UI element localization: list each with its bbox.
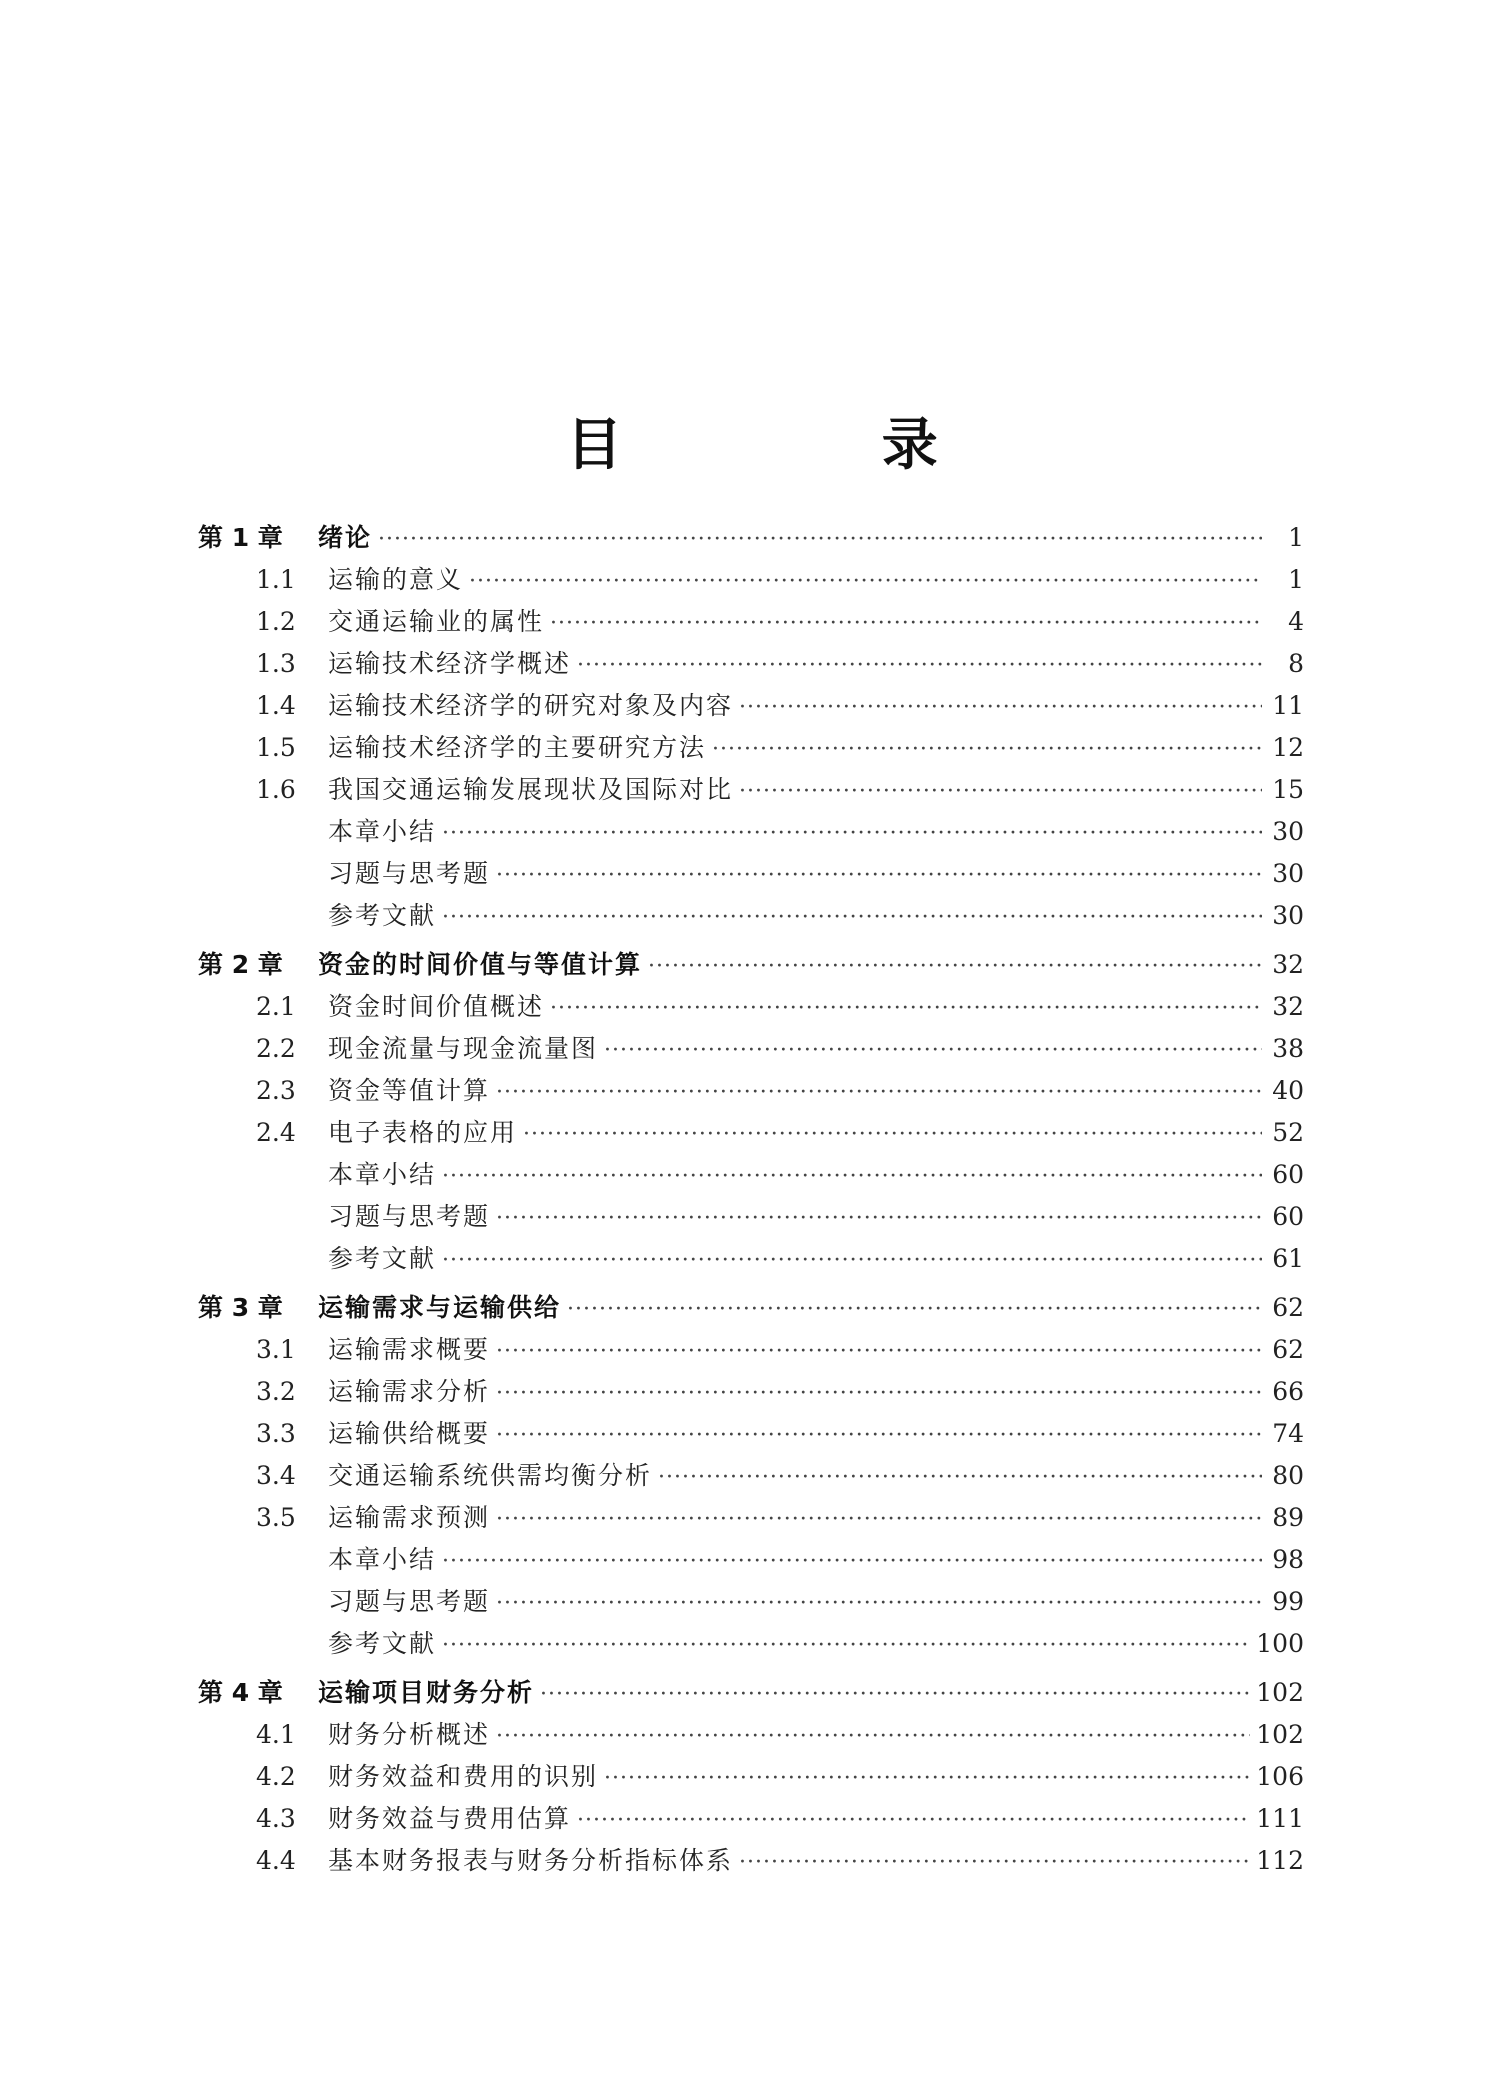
toc-page-number: 112	[1256, 1846, 1304, 1875]
page-title: 目 录	[566, 413, 1058, 478]
table-of-contents	[198, 525, 1304, 1890]
toc-page-number: 38	[1272, 1034, 1304, 1063]
toc-leader-dots	[496, 1425, 1262, 1447]
toc-entry-number: 3.1	[256, 1335, 296, 1364]
toc-section-row[interactable]	[198, 819, 1304, 861]
toc-section-row[interactable]	[198, 1379, 1304, 1421]
toc-section-row[interactable]	[198, 1120, 1304, 1162]
toc-leader-dots	[442, 1551, 1262, 1573]
toc-leader-dots	[540, 1684, 1250, 1706]
toc-entry-number: 4.2	[256, 1762, 296, 1791]
toc-page-number: 15	[1272, 775, 1304, 804]
toc-section-row[interactable]	[198, 1505, 1304, 1547]
toc-entry-title: 本章小结	[328, 1160, 437, 1189]
toc-leader-dots	[567, 1299, 1262, 1321]
toc-section-row[interactable]	[198, 1764, 1304, 1806]
toc-section-row[interactable]	[198, 1848, 1304, 1890]
toc-entry-number: 4.1	[256, 1720, 296, 1749]
toc-entry-number: 1.2	[256, 607, 296, 636]
toc-entry-title: 运输的意义	[328, 565, 464, 594]
toc-leader-dots	[442, 907, 1262, 929]
toc-leader-dots	[496, 1726, 1250, 1748]
toc-entry-number: 1.4	[256, 691, 296, 720]
toc-entry-number: 1.1	[256, 565, 296, 594]
toc-entry-title: 财务分析概述	[328, 1720, 491, 1749]
toc-entry-number: 2.2	[256, 1034, 296, 1063]
toc-page-number: 32	[1272, 992, 1304, 1021]
toc-chapter-row[interactable]	[198, 1295, 1304, 1337]
toc-section-row[interactable]	[198, 567, 1304, 609]
toc-leader-dots	[469, 571, 1262, 593]
toc-chapter-row[interactable]	[198, 525, 1304, 567]
toc-entry-title: 习题与思考题	[328, 1587, 491, 1616]
toc-entry-number: 1.3	[256, 649, 296, 678]
toc-page-number: 66	[1272, 1377, 1304, 1406]
toc-entry-number: 3.3	[256, 1419, 296, 1448]
toc-page-number: 30	[1272, 817, 1304, 846]
toc-page-number: 1	[1288, 565, 1304, 594]
toc-entry-number: 3.5	[256, 1503, 296, 1532]
toc-leader-dots	[523, 1124, 1262, 1146]
toc-entry-title: 资金等值计算	[328, 1076, 491, 1105]
toc-page-number: 60	[1272, 1202, 1304, 1231]
toc-entry-title: 运输技术经济学的主要研究方法	[328, 733, 707, 762]
toc-page-number: 30	[1272, 901, 1304, 930]
toc-entry-title: 运输需求与运输供给	[318, 1293, 562, 1322]
toc-leader-dots	[550, 613, 1262, 635]
toc-section-row[interactable]	[198, 1246, 1304, 1288]
toc-entry-title: 财务效益与费用估算	[328, 1804, 572, 1833]
toc-leader-dots	[739, 697, 1262, 719]
toc-leader-dots	[712, 739, 1262, 761]
toc-page-number: 102	[1256, 1720, 1304, 1749]
toc-entry-number: 第 2 章	[198, 950, 283, 979]
toc-section-row[interactable]	[198, 903, 1304, 945]
toc-section-row[interactable]	[198, 1589, 1304, 1631]
toc-entry-number: 1.5	[256, 733, 296, 762]
toc-section-row[interactable]	[198, 1078, 1304, 1120]
toc-entry-number: 第 3 章	[198, 1293, 283, 1322]
toc-page-number: 100	[1256, 1629, 1304, 1658]
toc-page-number: 111	[1256, 1804, 1304, 1833]
toc-entry-title: 运输项目财务分析	[318, 1678, 535, 1707]
toc-section-row[interactable]	[198, 1162, 1304, 1204]
toc-entry-title: 习题与思考题	[328, 859, 491, 888]
toc-leader-dots	[496, 1593, 1262, 1615]
toc-leader-dots	[442, 1166, 1262, 1188]
toc-section-row[interactable]	[198, 861, 1304, 903]
toc-page-number: 60	[1272, 1160, 1304, 1189]
toc-entry-number: 4.4	[256, 1846, 296, 1875]
toc-page-number: 8	[1288, 649, 1304, 678]
toc-leader-dots	[550, 998, 1262, 1020]
toc-section-row[interactable]	[198, 1806, 1304, 1848]
toc-entry-title: 本章小结	[328, 817, 437, 846]
toc-entry-title: 资金的时间价值与等值计算	[318, 950, 643, 979]
toc-leader-dots	[604, 1040, 1262, 1062]
toc-section-row[interactable]	[198, 651, 1304, 693]
toc-section-row[interactable]	[198, 777, 1304, 819]
toc-entry-title: 电子表格的应用	[328, 1118, 518, 1147]
toc-leader-dots	[496, 1509, 1262, 1531]
toc-leader-dots	[496, 1208, 1262, 1230]
toc-entry-title: 运输需求预测	[328, 1503, 491, 1532]
toc-page-number: 4	[1288, 607, 1304, 636]
toc-leader-dots	[442, 1635, 1250, 1657]
toc-entry-title: 财务效益和费用的识别	[328, 1762, 599, 1791]
toc-page-number: 30	[1272, 859, 1304, 888]
toc-leader-dots	[739, 781, 1262, 803]
toc-leader-dots	[442, 823, 1262, 845]
toc-page-number: 80	[1272, 1461, 1304, 1490]
toc-entry-number: 1.6	[256, 775, 296, 804]
toc-entry-title: 基本财务报表与财务分析指标体系	[328, 1846, 734, 1875]
toc-entry-number: 3.4	[256, 1461, 296, 1490]
toc-page-number: 11	[1272, 691, 1304, 720]
toc-page-number: 74	[1272, 1419, 1304, 1448]
toc-page-number: 62	[1272, 1293, 1304, 1322]
toc-page-number: 106	[1256, 1762, 1304, 1791]
toc-page-number: 40	[1272, 1076, 1304, 1105]
toc-leader-dots	[496, 865, 1262, 887]
toc-section-row[interactable]	[198, 1421, 1304, 1463]
toc-leader-dots	[739, 1852, 1250, 1874]
toc-entry-title: 运输技术经济学概述	[328, 649, 572, 678]
toc-leader-dots	[378, 529, 1262, 551]
toc-chapter-row[interactable]	[198, 1680, 1304, 1722]
toc-section-row[interactable]	[198, 1036, 1304, 1078]
toc-entry-title: 运输需求分析	[328, 1377, 491, 1406]
toc-entry-title: 我国交通运输发展现状及国际对比	[328, 775, 734, 804]
toc-entry-number: 第 1 章	[198, 523, 283, 552]
toc-entry-title: 交通运输业的属性	[328, 607, 545, 636]
toc-section-row[interactable]	[198, 1547, 1304, 1589]
toc-leader-dots	[577, 655, 1262, 677]
toc-entry-title: 运输技术经济学的研究对象及内容	[328, 691, 734, 720]
toc-entry-title: 运输供给概要	[328, 1419, 491, 1448]
toc-leader-dots	[442, 1250, 1262, 1272]
toc-leader-dots	[658, 1467, 1262, 1489]
toc-section-row[interactable]	[198, 1204, 1304, 1246]
toc-page-number: 61	[1272, 1244, 1304, 1273]
toc-entry-number: 2.1	[256, 992, 296, 1021]
toc-chapter-row[interactable]	[198, 952, 1304, 994]
toc-entry-title: 习题与思考题	[328, 1202, 491, 1231]
toc-leader-dots	[496, 1082, 1262, 1104]
toc-page-number: 102	[1256, 1678, 1304, 1707]
toc-page-number: 99	[1272, 1587, 1304, 1616]
toc-entry-title: 参考文献	[328, 1244, 437, 1273]
toc-entry-number: 2.4	[256, 1118, 296, 1147]
toc-page-number: 1	[1288, 523, 1304, 552]
toc-page-number: 32	[1272, 950, 1304, 979]
toc-section-row[interactable]	[198, 1722, 1304, 1764]
toc-page-number: 62	[1272, 1335, 1304, 1364]
toc-entry-title: 运输需求概要	[328, 1335, 491, 1364]
toc-section-row[interactable]	[198, 994, 1304, 1036]
toc-page-number: 12	[1272, 733, 1304, 762]
toc-entry-number: 4.3	[256, 1804, 296, 1833]
toc-leader-dots	[496, 1341, 1262, 1363]
toc-leader-dots	[577, 1810, 1250, 1832]
toc-entry-number: 3.2	[256, 1377, 296, 1406]
toc-entry-title: 交通运输系统供需均衡分析	[328, 1461, 653, 1490]
toc-section-row[interactable]	[198, 1631, 1304, 1673]
toc-entry-title: 参考文献	[328, 901, 437, 930]
toc-page-number: 98	[1272, 1545, 1304, 1574]
toc-section-row[interactable]	[198, 1337, 1304, 1379]
toc-section-row[interactable]	[198, 609, 1304, 651]
toc-leader-dots	[496, 1383, 1262, 1405]
toc-page-number: 52	[1272, 1118, 1304, 1147]
toc-entry-title: 资金时间价值概述	[328, 992, 545, 1021]
toc-entry-title: 参考文献	[328, 1629, 437, 1658]
toc-leader-dots	[648, 956, 1262, 978]
toc-entry-number: 2.3	[256, 1076, 296, 1105]
toc-section-row[interactable]	[198, 693, 1304, 735]
toc-entry-title: 现金流量与现金流量图	[328, 1034, 599, 1063]
toc-section-row[interactable]	[198, 1463, 1304, 1505]
toc-section-row[interactable]	[198, 735, 1304, 777]
toc-entry-title: 本章小结	[328, 1545, 437, 1574]
toc-leader-dots	[604, 1768, 1250, 1790]
toc-entry-title: 绪论	[318, 523, 373, 552]
toc-page-number: 89	[1272, 1503, 1304, 1532]
toc-entry-number: 第 4 章	[198, 1678, 283, 1707]
